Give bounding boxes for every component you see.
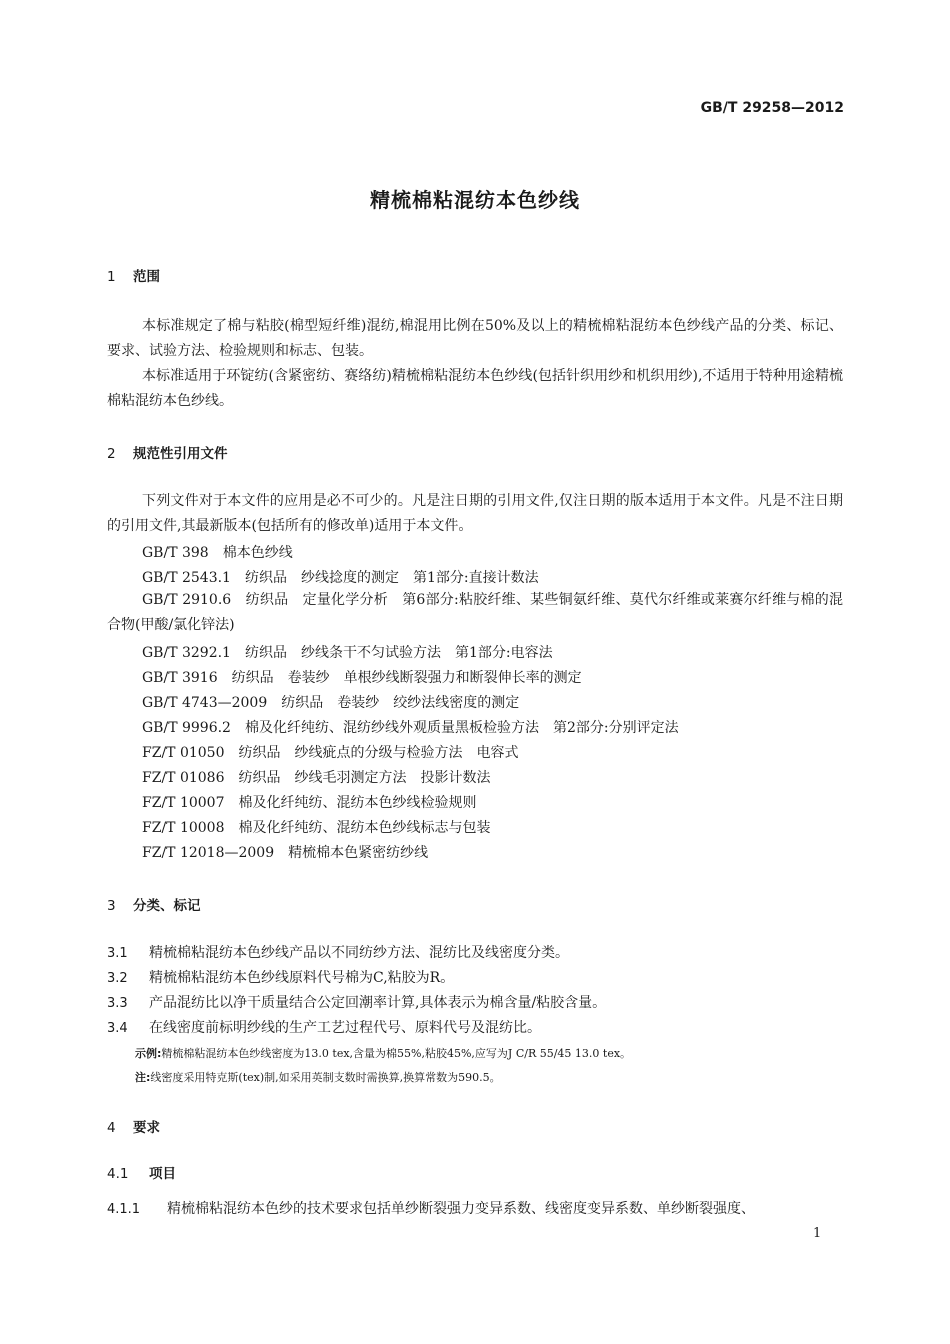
section-1-paragraph-1: 本标准规定了棉与粘胶(棉型短纤维)混纺,棉混用比例在50%及以上的精梳棉粘混纺本色纱线产品的分类、标记、要求、试验方法、检验规则和标志、包装。 [107, 318, 843, 359]
reference-item: GB/T 2543.1 纺织品 纱线捻度的测定 第1部分:直接计数法 [142, 570, 539, 586]
note-label: 注: [135, 1071, 151, 1084]
section-number: 2 [107, 446, 116, 462]
reference-item: FZ/T 01050 纺织品 纱线疵点的分级与检验方法 电容式 [142, 745, 519, 761]
reference-item: FZ/T 10008 棉及化纤纯纺、混纺本色纱线标志与包装 [142, 820, 491, 836]
section-3-heading [107, 894, 201, 914]
subsection-number: 4.1 [107, 1166, 129, 1182]
note-text: 线密度采用特克斯(tex)制,如采用英制支数时需换算,换算常数为590.5。 [150, 1071, 501, 1084]
document-title: 精梳棉粘混纺本色纱线 [370, 188, 580, 212]
example-label: 示例: [135, 1047, 162, 1060]
clause-3-1 [107, 942, 569, 962]
section-1-heading [107, 265, 160, 285]
section-title: 范围 [133, 269, 160, 285]
section-2-intro: 下列文件对于本文件的应用是必不可少的。凡是注日期的引用文件,仅注日期的版本适用于本文件。凡是不注日期的引用文件,其最新版本(包括所有的修改单)适用于本文件。 [107, 493, 843, 534]
reference-item: GB/T 3292.1 纺织品 纱线条干不匀试验方法 第1部分:电容法 [142, 645, 553, 661]
clause-3-2 [107, 967, 454, 987]
reference-item: FZ/T 01086 纺织品 纱线毛羽测定方法 投影计数法 [142, 770, 491, 786]
page-number: 1 [813, 1226, 822, 1241]
clause-3-3 [107, 992, 606, 1012]
section-number: 1 [107, 269, 116, 285]
clause-text: 精梳棉粘混纺本色纱的技术要求包括单纱断裂强力变异系数、线密度变异系数、单纱断裂强度、 [167, 1201, 755, 1217]
clause-number: 4.1.1 [107, 1202, 141, 1217]
reference-item: GB/T 9996.2 棉及化纤纯纺、混纺纱线外观质量黑板检验方法 第2部分:分别评定法 [142, 720, 679, 736]
note [135, 1069, 501, 1085]
reference-item: GB/T 2910.6 纺织品 定量化学分析 第6部分:粘胶纤维、某些铜氨纤维、莫代尔纤维或莱赛尔纤维与棉的混合物(甲酸/氯化锌法) [107, 592, 843, 633]
section-2-heading [107, 442, 228, 462]
section-title: 要求 [133, 1120, 160, 1136]
clause-text: 精梳棉粘混纺本色纱线产品以不同纺纱方法、混纺比及线密度分类。 [149, 945, 569, 961]
clause-number: 3.1 [107, 946, 128, 961]
clause-text: 产品混纺比以净干质量结合公定回潮率计算,具体表示为棉含量/粘胶含量。 [149, 995, 607, 1011]
clause-number: 3.2 [107, 971, 128, 986]
subsection-4-1-heading [107, 1162, 176, 1182]
clause-4-1-1 [107, 1198, 755, 1218]
section-4-heading [107, 1116, 160, 1136]
clause-3-4 [107, 1017, 541, 1037]
clause-number: 3.3 [107, 996, 128, 1011]
clause-text: 精梳棉粘混纺本色纱线原料代号棉为C,粘胶为R。 [149, 970, 455, 986]
standard-number: GB/T 29258—2012 [700, 100, 844, 116]
section-number: 3 [107, 898, 116, 914]
section-number: 4 [107, 1120, 116, 1136]
section-title: 规范性引用文件 [133, 446, 228, 462]
reference-item: GB/T 398 棉本色纱线 [142, 545, 293, 561]
example-note [135, 1045, 631, 1061]
reference-item: GB/T 3916 纺织品 卷装纱 单根纱线断裂强力和断裂伸长率的测定 [142, 670, 582, 686]
clause-text: 在线密度前标明纱线的生产工艺过程代号、原料代号及混纺比。 [149, 1020, 541, 1036]
section-title: 分类、标记 [133, 898, 201, 914]
reference-item: FZ/T 10007 棉及化纤纯纺、混纺本色纱线检验规则 [142, 795, 477, 811]
section-1-paragraph-2: 本标准适用于环锭纺(含紧密纺、赛络纺)精梳棉粘混纺本色纱线(包括针织用纱和机织用纱),不适用于特种用途精梳棉粘混纺本色纱线。 [107, 368, 843, 409]
subsection-title: 项目 [149, 1166, 176, 1182]
reference-item: GB/T 4743—2009 纺织品 卷装纱 绞纱法线密度的测定 [142, 695, 520, 711]
clause-number: 3.4 [107, 1021, 128, 1036]
reference-item: FZ/T 12018—2009 精梳棉本色紧密纺纱线 [142, 845, 429, 861]
example-text: 精梳棉粘混纺本色纱线密度为13.0 tex,含量为棉55%,粘胶45%,应写为J C/R 55/45 13.0 tex。 [161, 1047, 632, 1060]
